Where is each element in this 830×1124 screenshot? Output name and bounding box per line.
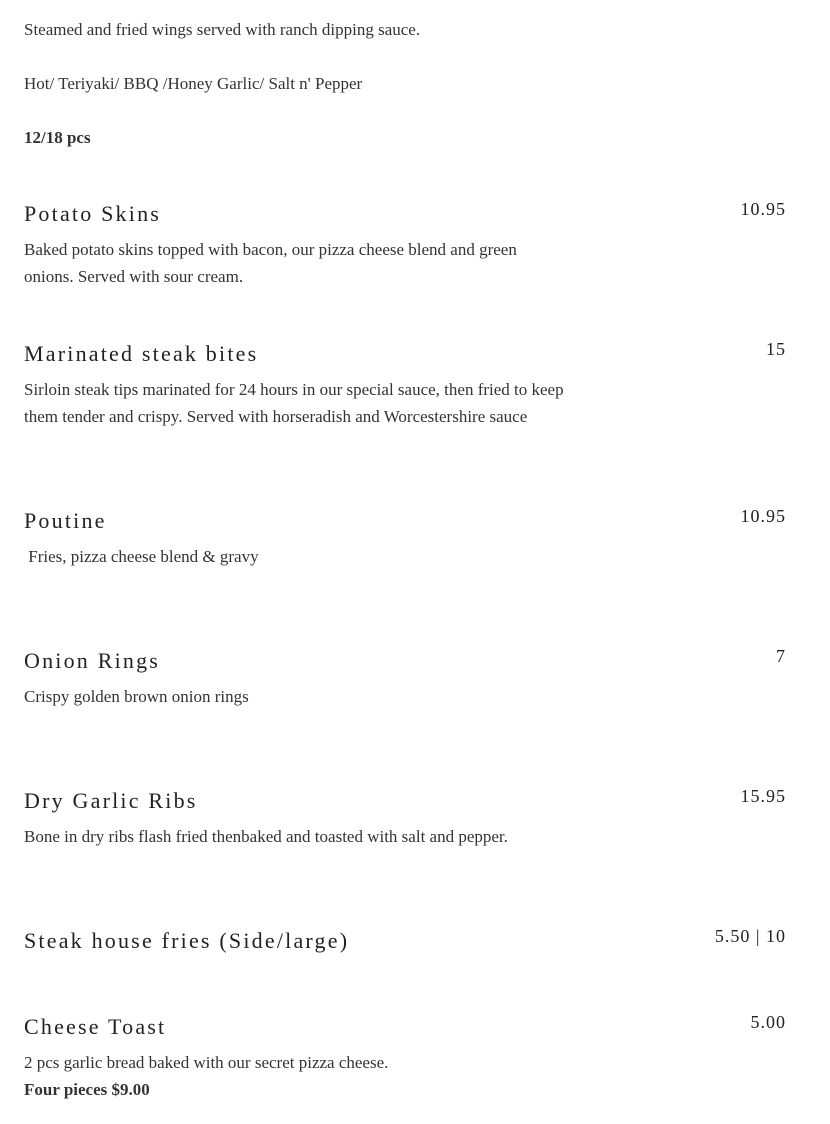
item-description: 2 pcs garlic bread baked with our secret pizza cheese. bbox=[24, 1053, 389, 1072]
item-title: Dry Garlic Ribs bbox=[24, 788, 198, 813]
item-price: 10.95 bbox=[740, 199, 786, 219]
wings-sizes-text: 12/18 pcs bbox=[24, 128, 91, 147]
item-note: Four pieces $9.00 bbox=[24, 1080, 150, 1099]
item-title: Potato Skins bbox=[24, 201, 162, 226]
item-price: 15.95 bbox=[740, 786, 786, 806]
item-title: Steak house fries (Side/large) bbox=[24, 928, 350, 953]
item-price: 5.00 bbox=[750, 1012, 786, 1032]
item-title: Cheese Toast bbox=[24, 1014, 167, 1039]
item-price: 5.50 | 10 bbox=[714, 926, 786, 946]
wings-flavors bbox=[24, 70, 594, 97]
item-description: Baked potato skins topped with bacon, our pizza cheese blend and green onions. Served with sour cream. bbox=[24, 240, 517, 286]
item-price: 15 bbox=[766, 339, 786, 359]
item-title: Marinated steak bites bbox=[24, 341, 259, 366]
item-price: 10.95 bbox=[740, 506, 786, 526]
wings-sizes bbox=[24, 124, 594, 151]
item-title: Onion Rings bbox=[24, 648, 161, 673]
wings-description-text: Steamed and fried wings served with ranch dipping sauce. bbox=[24, 20, 421, 39]
item-price: 7 bbox=[776, 646, 786, 666]
item-description: Crispy golden brown onion rings bbox=[24, 687, 249, 706]
wings-description bbox=[24, 16, 594, 43]
wings-flavors-text: Hot/ Teriyaki/ BBQ /Honey Garlic/ Salt n' Pepper bbox=[24, 74, 363, 93]
item-description: Bone in dry ribs flash fried thenbaked and toasted with salt and pepper. bbox=[24, 827, 508, 846]
item-description: Fries, pizza cheese blend & gravy bbox=[24, 547, 259, 566]
item-description: Sirloin steak tips marinated for 24 hours in our special sauce, then fried to keep them tender and crispy. Served with horseradish and Worcestershire sauce bbox=[24, 380, 564, 426]
item-title: Poutine bbox=[24, 508, 107, 533]
